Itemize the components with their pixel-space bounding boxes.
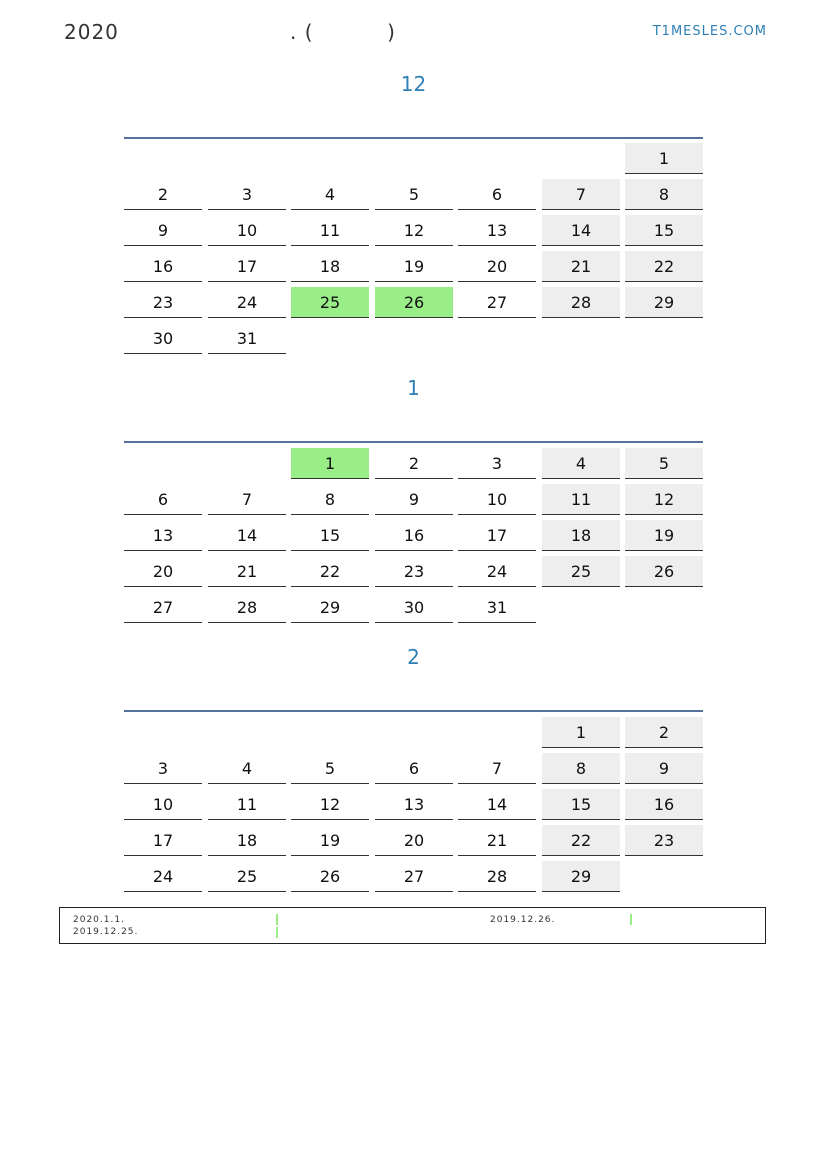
- weekend-day-cell: 5: [625, 448, 703, 479]
- day-cell: 10: [208, 215, 286, 246]
- day-cell: 23: [375, 556, 453, 587]
- day-cell: 27: [458, 287, 536, 318]
- day-cell: 24: [124, 861, 202, 892]
- day-cell: 8: [291, 484, 369, 515]
- day-cell: 2: [375, 448, 453, 479]
- day-cell: 24: [208, 287, 286, 318]
- day-cell: 21: [208, 556, 286, 587]
- day-cell: 7: [208, 484, 286, 515]
- day-cell: 28: [208, 592, 286, 623]
- day-cell: 18: [291, 251, 369, 282]
- day-cell: 28: [458, 861, 536, 892]
- holiday-day-cell: 1: [291, 448, 369, 479]
- calendar-subtitle: . ( ): [290, 20, 396, 44]
- day-cell: 13: [375, 789, 453, 820]
- day-cell: 17: [458, 520, 536, 551]
- holiday-color-mark: [630, 914, 632, 925]
- day-cell: 14: [208, 520, 286, 551]
- day-cell: 17: [124, 825, 202, 856]
- weekend-day-cell: 15: [542, 789, 620, 820]
- day-cell: 6: [458, 179, 536, 210]
- day-cell: 10: [458, 484, 536, 515]
- day-cell: 20: [375, 825, 453, 856]
- day-cell: 13: [124, 520, 202, 551]
- note-left-line1: 2020.1.1.: [73, 915, 125, 925]
- day-cell: 9: [375, 484, 453, 515]
- weekend-day-cell: 28: [542, 287, 620, 318]
- holiday-color-mark: [276, 914, 278, 925]
- page-header: [64, 20, 767, 46]
- weekend-day-cell: 26: [625, 556, 703, 587]
- day-cell: 23: [124, 287, 202, 318]
- weekend-day-cell: 14: [542, 215, 620, 246]
- weekend-day-cell: 23: [625, 825, 703, 856]
- day-cell: 11: [291, 215, 369, 246]
- day-cell: 16: [124, 251, 202, 282]
- month-title: 2: [407, 645, 420, 669]
- day-cell: 12: [291, 789, 369, 820]
- day-cell: 4: [208, 753, 286, 784]
- weekend-day-cell: 15: [625, 215, 703, 246]
- calendar-year: 2020: [64, 20, 119, 44]
- month-title: 12: [400, 72, 427, 96]
- day-cell: 3: [208, 179, 286, 210]
- day-cell: 27: [124, 592, 202, 623]
- weekend-day-cell: 8: [625, 179, 703, 210]
- weekend-day-cell: 11: [542, 484, 620, 515]
- day-cell: 13: [458, 215, 536, 246]
- weekend-day-cell: 1: [625, 143, 703, 174]
- day-cell: 29: [291, 592, 369, 623]
- day-cell: 21: [458, 825, 536, 856]
- weekend-day-cell: 12: [625, 484, 703, 515]
- day-cell: 3: [458, 448, 536, 479]
- day-cell: 5: [375, 179, 453, 210]
- weekend-day-cell: 4: [542, 448, 620, 479]
- note-right-line1: 2019.12.26.: [490, 915, 556, 925]
- day-cell: 30: [124, 323, 202, 354]
- weekend-day-cell: 21: [542, 251, 620, 282]
- month-divider: [124, 441, 703, 443]
- day-cell: 4: [291, 179, 369, 210]
- day-cell: 5: [291, 753, 369, 784]
- day-cell: 12: [375, 215, 453, 246]
- holiday-notes: [59, 907, 766, 944]
- weekend-day-cell: 22: [625, 251, 703, 282]
- weekend-day-cell: 2: [625, 717, 703, 748]
- day-cell: 15: [291, 520, 369, 551]
- holiday-color-mark: [276, 927, 278, 938]
- weekend-day-cell: 29: [542, 861, 620, 892]
- weekend-day-cell: 8: [542, 753, 620, 784]
- day-cell: 11: [208, 789, 286, 820]
- day-cell: 14: [458, 789, 536, 820]
- weekend-day-cell: 25: [542, 556, 620, 587]
- day-cell: 9: [124, 215, 202, 246]
- holiday-day-cell: 25: [291, 287, 369, 318]
- day-cell: 19: [291, 825, 369, 856]
- day-cell: 20: [124, 556, 202, 587]
- day-cell: 31: [208, 323, 286, 354]
- month-divider: [124, 137, 703, 139]
- day-cell: 3: [124, 753, 202, 784]
- note-left-line2: 2019.12.25.: [73, 927, 139, 937]
- day-cell: 25: [208, 861, 286, 892]
- weekend-day-cell: 22: [542, 825, 620, 856]
- weekend-day-cell: 16: [625, 789, 703, 820]
- weekend-day-cell: 19: [625, 520, 703, 551]
- day-cell: 19: [375, 251, 453, 282]
- day-cell: 10: [124, 789, 202, 820]
- month-divider: [124, 710, 703, 712]
- month-title: 1: [407, 376, 420, 400]
- weekend-day-cell: 18: [542, 520, 620, 551]
- day-cell: 7: [458, 753, 536, 784]
- day-cell: 6: [375, 753, 453, 784]
- day-cell: 26: [291, 861, 369, 892]
- day-cell: 24: [458, 556, 536, 587]
- site-link[interactable]: T1MESLES.COM: [652, 24, 767, 39]
- day-cell: 22: [291, 556, 369, 587]
- weekend-day-cell: 1: [542, 717, 620, 748]
- day-cell: 27: [375, 861, 453, 892]
- day-cell: 31: [458, 592, 536, 623]
- day-cell: 18: [208, 825, 286, 856]
- day-cell: 30: [375, 592, 453, 623]
- day-cell: 2: [124, 179, 202, 210]
- weekend-day-cell: 29: [625, 287, 703, 318]
- day-cell: 20: [458, 251, 536, 282]
- day-cell: 6: [124, 484, 202, 515]
- weekend-day-cell: 9: [625, 753, 703, 784]
- day-cell: 16: [375, 520, 453, 551]
- weekend-day-cell: 7: [542, 179, 620, 210]
- holiday-day-cell: 26: [375, 287, 453, 318]
- day-cell: 17: [208, 251, 286, 282]
